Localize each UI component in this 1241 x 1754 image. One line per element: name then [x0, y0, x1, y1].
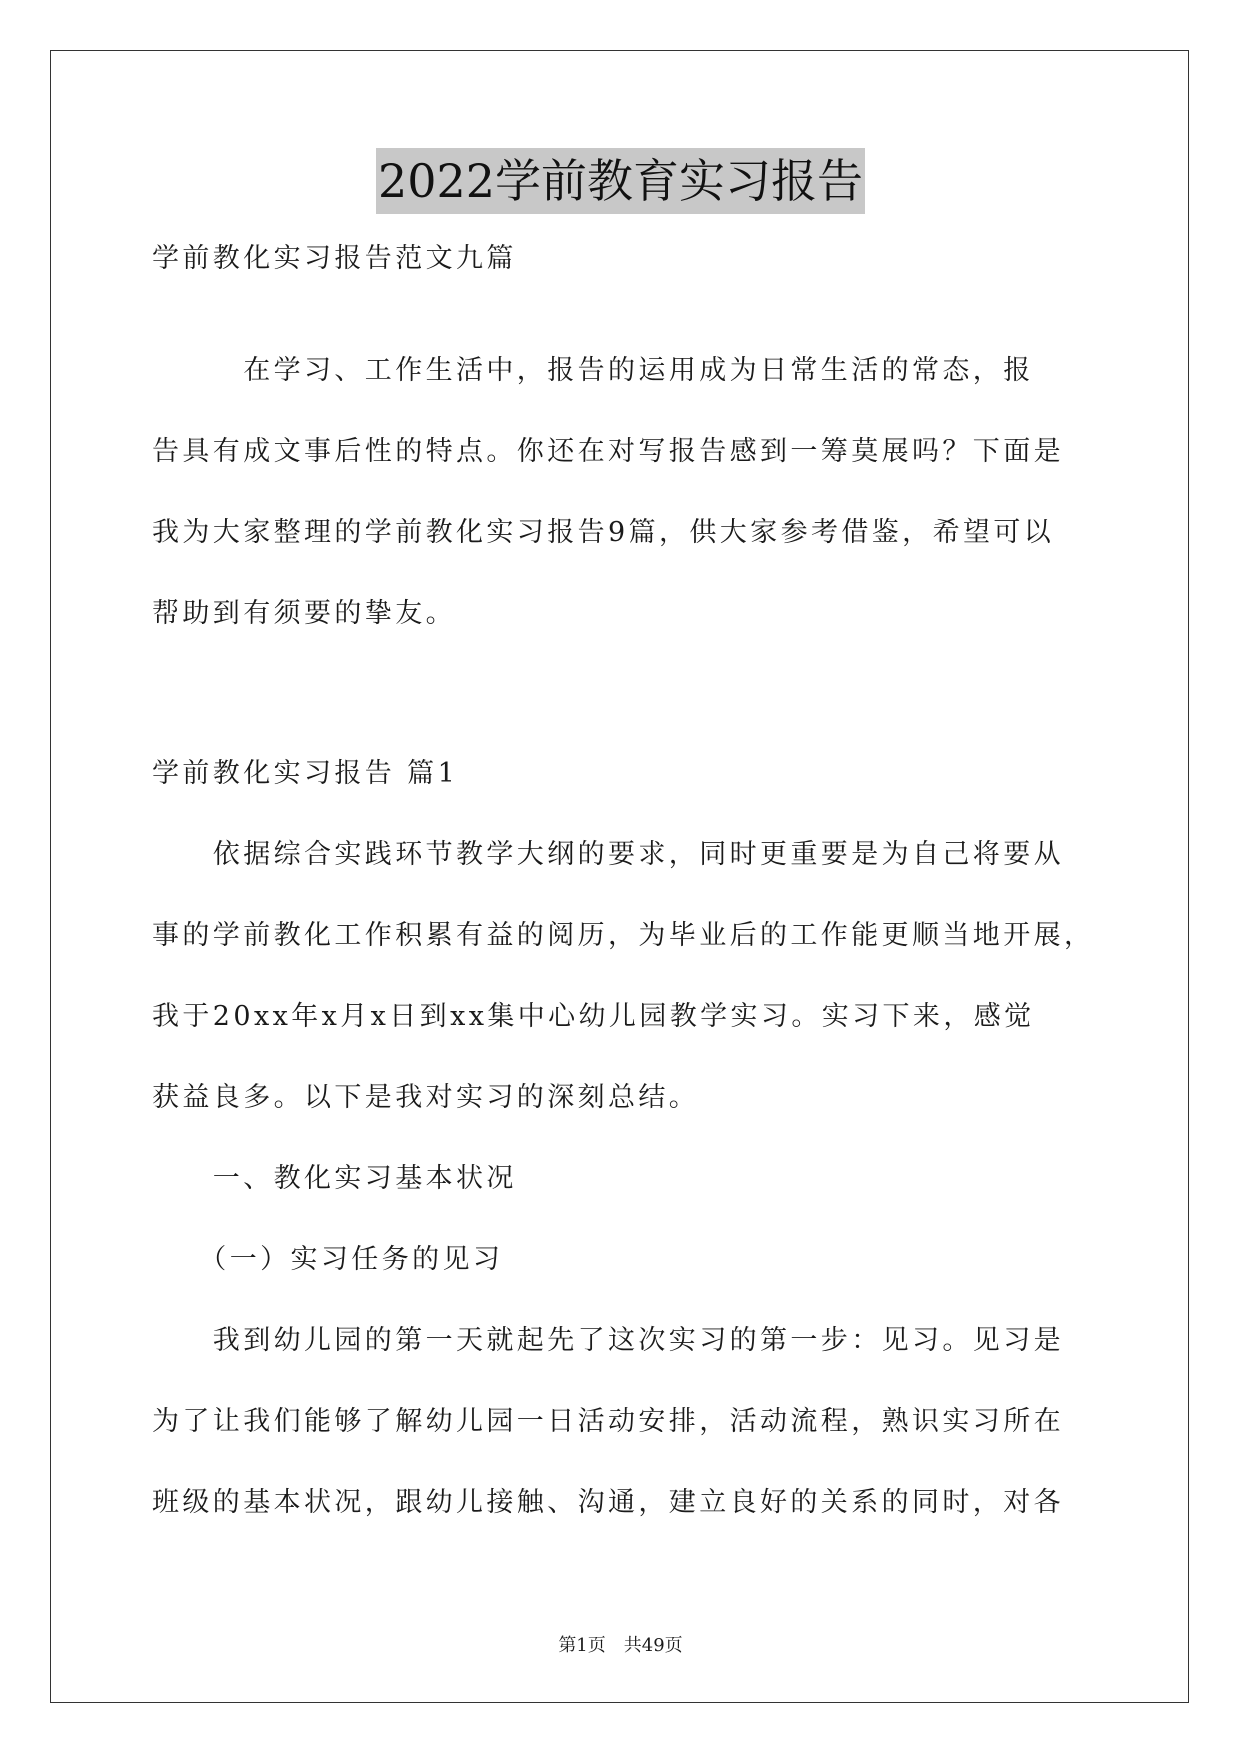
text-line: 在学习、工作生活中，报告的运用成为日常生活的常态，报 [152, 355, 1034, 386]
section-heading: 学前教化实习报告 篇1 [152, 758, 459, 789]
page-border [50, 50, 1189, 1703]
text-line: （一）实习任务的见习 [152, 1244, 504, 1275]
text-line: 学前教化实习报告范文九篇 [152, 243, 517, 274]
text-line: 依据综合实践环节教学大纲的要求，同时更重要是为自己将要从 [152, 839, 1064, 870]
text-line: 获益良多。以下是我对实习的深刻总结。 [152, 1082, 700, 1113]
text-line: 事的学前教化工作积累有益的阅历，为毕业后的工作能更顺当地开展， [152, 920, 1095, 951]
text-line: 一、教化实习基本状况 [152, 1163, 517, 1194]
text-line: 我到幼儿园的第一天就起先了这次实习的第一步：见习。见习是 [152, 1325, 1064, 1356]
page-footer: 第1页 共49页 [558, 1635, 683, 1656]
text-line: 班级的基本状况，跟幼儿接触、沟通，建立良好的关系的同时，对各 [152, 1487, 1064, 1518]
title-container [0, 148, 1241, 214]
document-title: 2022学前教育实习报告 [376, 148, 865, 214]
text-line: 告具有成文事后性的特点。你还在对写报告感到一筹莫展吗？下面是 [152, 436, 1064, 467]
text-line: 帮助到有须要的挚友。 [152, 598, 456, 629]
text-line: 我于20xx年x月x日到xx集中心幼儿园教学实习。实习下来，感觉 [152, 1001, 1035, 1032]
text-line: 为了让我们能够了解幼儿园一日活动安排，活动流程，熟识实习所在 [152, 1406, 1064, 1437]
text-line: 我为大家整理的学前教化实习报告9篇，供大家参考借鉴，希望可以 [152, 517, 1055, 548]
